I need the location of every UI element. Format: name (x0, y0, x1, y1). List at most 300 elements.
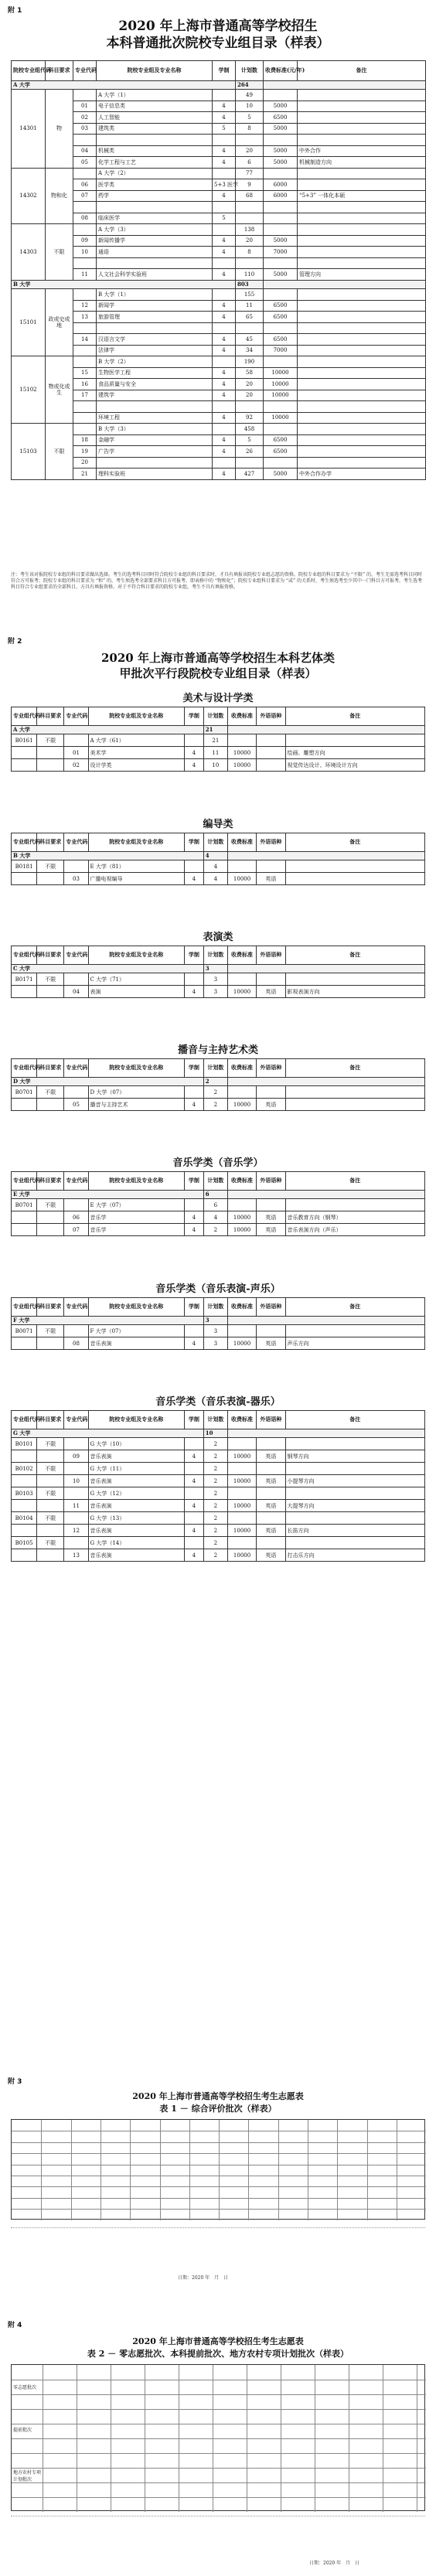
cell: 10000 (227, 1549, 256, 1562)
remark (298, 224, 426, 236)
table-row (12, 469, 426, 480)
appendix-2 (0, 634, 436, 1948)
cell: 不限 (37, 973, 64, 986)
table-row (12, 101, 426, 112)
table-row (12, 457, 426, 469)
plan-count (236, 135, 264, 146)
cell: 视觉传达设计、环境设计方向 (285, 759, 424, 772)
duration: 5+3 医学 (213, 179, 236, 191)
cell: F 大学（07） (88, 1325, 184, 1337)
form-title: 2020 年上海市普通高等学校招生考生志愿表 (132, 2091, 304, 2101)
cell (227, 1487, 256, 1500)
header-row (12, 1059, 425, 1078)
cell (257, 1463, 285, 1475)
duration: 4 (213, 269, 236, 281)
fee (264, 202, 298, 213)
table-row (12, 90, 426, 101)
form-title: 2020 年上海市普通高等学校招生考生志愿表 (132, 2336, 304, 2346)
cell: 英语 (257, 986, 285, 998)
table-row (12, 1337, 425, 1350)
cell (64, 1487, 88, 1500)
major-name: 人文社会科学实验班 (97, 269, 213, 281)
column-header: 计划数 (203, 1059, 227, 1078)
remark (298, 356, 426, 368)
cell (227, 965, 424, 973)
cell: 10000 (227, 1337, 256, 1350)
cell: 4 (203, 873, 227, 885)
major-name: 汉语言文学 (97, 334, 213, 346)
major-name (97, 322, 213, 334)
cell (257, 860, 285, 873)
remark (298, 424, 426, 435)
major-name: A 大学（3） (97, 224, 213, 236)
subject-requirement: 不限 (46, 224, 73, 281)
major-name: 通语 (97, 247, 213, 258)
column-header: 院校专业组及专业名称 (97, 61, 213, 81)
fee (264, 356, 298, 368)
appendix-4 (0, 2319, 436, 2576)
cell (184, 734, 203, 747)
column-header: 外语语种 (257, 1298, 285, 1317)
plan-count: 20 (236, 235, 264, 247)
cell: 英语 (257, 1475, 285, 1487)
group-code: 14302 (12, 168, 46, 224)
remark (298, 112, 426, 124)
column-header: 科目要求 (37, 1172, 64, 1191)
major-name: B 大学（3） (97, 424, 213, 435)
cell: 3 (203, 1337, 227, 1350)
school-row (12, 726, 425, 734)
cell (285, 860, 424, 873)
cell: 英语 (257, 1525, 285, 1537)
table-row (12, 424, 426, 435)
column-header: 计划数 (203, 1411, 227, 1429)
cell: 不限 (37, 1487, 64, 1500)
plan-count: 20 (236, 390, 264, 401)
major-name: 旅游管理 (97, 312, 213, 323)
cell: 英语 (257, 1549, 285, 1562)
column-header: 专业组代码 (12, 1172, 37, 1191)
table-row (12, 379, 426, 390)
plan-count: 10 (236, 101, 264, 112)
cell (257, 1199, 285, 1211)
cell (227, 1438, 256, 1450)
cell: B0161 (12, 734, 37, 747)
duration: 4 (213, 390, 236, 401)
cell (37, 759, 64, 772)
major-code: 10 (73, 247, 97, 258)
cell: 10000 (227, 873, 256, 885)
plan-count: 92 (236, 412, 264, 424)
plan-count (236, 322, 264, 334)
cell: 英语 (257, 1450, 285, 1463)
duration: 4 (213, 145, 236, 157)
cell (184, 860, 203, 873)
major-code (73, 224, 97, 236)
cell (264, 280, 426, 288)
fee: 5000 (264, 145, 298, 157)
duration: 4 (213, 367, 236, 379)
remark (298, 434, 426, 446)
grid-line (41, 2120, 42, 2220)
cell (12, 1337, 37, 1350)
cell: 小提琴方向 (285, 1475, 424, 1487)
school-row (12, 1191, 425, 1199)
major-code (73, 356, 97, 368)
section-table (11, 833, 425, 885)
table-row (12, 269, 426, 281)
remark (298, 90, 426, 101)
form-notes (11, 2227, 425, 2269)
cell: 10000 (227, 1475, 256, 1487)
section-title: 编导类 (203, 819, 233, 830)
major-code (73, 345, 97, 356)
grid-line (12, 2468, 426, 2469)
duration: 5 (213, 213, 236, 224)
cell (37, 1450, 64, 1463)
cell (257, 973, 285, 986)
cell (64, 1086, 88, 1099)
header-row (12, 833, 425, 852)
duration (213, 90, 236, 101)
table-row (12, 224, 426, 236)
group-code: 15101 (12, 289, 46, 356)
duration: 5 (213, 123, 236, 135)
cell: 广播电视编导 (88, 873, 184, 885)
cell: A 大学（61） (88, 734, 184, 747)
table-row (12, 973, 425, 986)
column-header: 专业组代码 (12, 707, 37, 726)
grid-line (189, 2120, 190, 2220)
form-notes (11, 2516, 425, 2554)
column-header: 外语语种 (257, 1059, 285, 1078)
cell (37, 1525, 64, 1537)
cell: 12 (64, 1525, 88, 1537)
duration: 4 (213, 247, 236, 258)
cell: B0105 (12, 1537, 37, 1549)
column-header: 专业代码 (64, 1172, 88, 1191)
major-name: B 大学（2） (97, 356, 213, 368)
table-row (12, 412, 426, 424)
cell: 4 (184, 1450, 203, 1463)
cell: 英语 (257, 1211, 285, 1224)
cell (227, 1199, 256, 1211)
cell: B0101 (12, 1438, 37, 1450)
cell (37, 1211, 64, 1224)
cell: 02 (64, 759, 88, 772)
duration (213, 424, 236, 435)
table-row (12, 1325, 425, 1337)
plan-count: 68 (236, 190, 264, 202)
cell: 2 (203, 1099, 227, 1111)
cell: 11 (203, 747, 227, 759)
school-name: B 大学 (12, 280, 236, 288)
cell (64, 1438, 88, 1450)
cell (285, 1438, 424, 1450)
fee: 5000 (264, 123, 298, 135)
cell: 4 (184, 759, 203, 772)
section-title: 播音与主持艺术类 (177, 1044, 258, 1056)
cell: 10 (64, 1475, 88, 1487)
major-code: 21 (73, 469, 97, 480)
school-plan: 10 (203, 1429, 227, 1438)
cell (12, 1475, 37, 1487)
cell: 不限 (37, 1199, 64, 1211)
cell: B0103 (12, 1487, 37, 1500)
table-row (12, 334, 426, 346)
column-header: 专业组代码 (12, 1298, 37, 1317)
cell (285, 1325, 424, 1337)
column-header: 收费标准 (227, 707, 256, 726)
cell: 10000 (227, 1450, 256, 1463)
cell (257, 1487, 285, 1500)
column-header: 专业组代码 (12, 1411, 37, 1429)
column-header: 院校专业组及专业名称 (88, 1172, 184, 1191)
cell: 4 (184, 1337, 203, 1350)
major-code: 13 (73, 312, 97, 323)
duration (213, 289, 236, 301)
cell: 11 (64, 1500, 88, 1512)
cell: 03 (64, 873, 88, 885)
column-header: 院校专业组及专业名称 (88, 1411, 184, 1429)
cell (184, 1325, 203, 1337)
cell (37, 1475, 64, 1487)
cell (227, 1317, 424, 1325)
cell: 4 (184, 1549, 203, 1562)
cell: 不限 (37, 734, 64, 747)
cell: B0071 (12, 1325, 37, 1337)
column-header: 科目要求 (37, 1059, 64, 1078)
plan-count (236, 213, 264, 224)
column-header: 收费标准 (227, 1172, 256, 1191)
grid-line (367, 2120, 368, 2220)
major-name: 电子信息类 (97, 101, 213, 112)
appendix-1 (0, 0, 436, 618)
table-row (12, 860, 425, 873)
duration (213, 322, 236, 334)
column-header: 院校专业组及专业名称 (88, 946, 184, 965)
column-header: 计划数 (203, 1172, 227, 1191)
cell: 3 (203, 1325, 227, 1337)
major-code: 17 (73, 390, 97, 401)
cell (12, 759, 37, 772)
cell: 美术学 (88, 747, 184, 759)
major-name (97, 401, 213, 413)
appendix-3 (0, 2076, 436, 2308)
cell (285, 1086, 424, 1099)
cell: 2 (203, 1500, 227, 1512)
major-name: B 大学（1） (97, 289, 213, 301)
cell: 10000 (227, 759, 256, 772)
grid-line (248, 2120, 249, 2220)
remark (298, 334, 426, 346)
section-table (11, 1410, 425, 1562)
cell: 2 (203, 1224, 227, 1236)
major-name (97, 257, 213, 269)
cell (285, 1199, 424, 1211)
cell (64, 1512, 88, 1525)
form-subtitle: 表 2 － 零志愿批次、本科提前批次、地方农村专项计划批次（样表） (87, 2349, 349, 2359)
duration: 4 (213, 469, 236, 480)
table-row (12, 747, 425, 759)
column-header: 专业组代码 (12, 1059, 37, 1078)
table-row (12, 390, 426, 401)
cell (12, 873, 37, 885)
duration: 4 (213, 190, 236, 202)
cell: 4 (184, 1525, 203, 1537)
table-row (12, 1512, 425, 1525)
duration: 4 (213, 157, 236, 169)
duration: 4 (213, 101, 236, 112)
duration (213, 257, 236, 269)
section-title: 音乐学类（音乐表演-声乐） (155, 1283, 281, 1295)
major-code (73, 424, 97, 435)
school-plan: 4 (203, 852, 227, 860)
school-row (12, 1317, 425, 1325)
fee: 6000 (264, 179, 298, 191)
cell (285, 873, 424, 885)
cell: B0701 (12, 1199, 37, 1211)
cell: 英语 (257, 1337, 285, 1350)
grid-line (12, 2497, 426, 2498)
cell: 2 (203, 1086, 227, 1099)
cell: 音乐表演 (88, 1450, 184, 1463)
fee: 5000 (264, 157, 298, 169)
table-row (12, 356, 426, 368)
appendix-label: 附 4 (8, 2322, 22, 2329)
grid-line (278, 2120, 279, 2220)
school-row (12, 965, 425, 973)
major-name: 广告学 (97, 446, 213, 458)
cell: B0104 (12, 1512, 37, 1525)
cell: C 大学（71） (88, 973, 184, 986)
cell (184, 1537, 203, 1549)
duration: 4 (213, 312, 236, 323)
major-code (73, 412, 97, 424)
subject-requirement: 不限 (46, 424, 73, 480)
column-header: 收费标准 (227, 946, 256, 965)
major-code: 08 (73, 213, 97, 224)
appendix-label: 附 3 (8, 2078, 22, 2086)
cell: 3 (203, 973, 227, 986)
major-code: 07 (73, 190, 97, 202)
fee: 5000 (264, 101, 298, 112)
cell: B0701 (12, 1086, 37, 1099)
cell: 4 (184, 1224, 203, 1236)
cell: 2 (203, 1549, 227, 1562)
fee: 6500 (264, 434, 298, 446)
cell: 音乐教育方向（钢琴） (285, 1211, 424, 1224)
cell: 10000 (227, 1099, 256, 1111)
table-row (12, 873, 425, 885)
remark (298, 135, 426, 146)
cell (257, 1325, 285, 1337)
table-row (12, 759, 425, 772)
cell (37, 986, 64, 998)
cell: 音乐表演 (88, 1500, 184, 1512)
school-row (12, 852, 425, 860)
column-header: 计划数 (203, 833, 227, 852)
column-header: 科目要求 (37, 946, 64, 965)
grid-line (12, 2482, 426, 2483)
major-name (97, 135, 213, 146)
column-header: 收费标准 (227, 1298, 256, 1317)
cell: G 大学（14） (88, 1537, 184, 1549)
cell: 音乐表演 (88, 1337, 184, 1350)
cell (227, 973, 256, 986)
cell: 4 (184, 1211, 203, 1224)
major-name: 金融学 (97, 434, 213, 446)
column-header: 外语语种 (257, 1172, 285, 1191)
table-row (12, 1438, 425, 1450)
school-name: G 大学 (12, 1429, 204, 1438)
plan-count: 138 (236, 224, 264, 236)
plan-count: 58 (236, 367, 264, 379)
plan-count: 110 (236, 269, 264, 281)
plan-count: 26 (236, 446, 264, 458)
cell (12, 1549, 37, 1562)
cell (64, 1537, 88, 1549)
column-header: 备注 (298, 61, 426, 81)
cell: 4 (203, 1211, 227, 1224)
column-header: 学制 (184, 1298, 203, 1317)
cell (37, 747, 64, 759)
duration (213, 135, 236, 146)
fee (264, 135, 298, 146)
cell: 英语 (257, 1099, 285, 1111)
cell (184, 1199, 203, 1211)
column-header: 学制 (184, 946, 203, 965)
cell (64, 973, 88, 986)
plan-count: 45 (236, 334, 264, 346)
fee: 5000 (264, 235, 298, 247)
form-grid (11, 2364, 425, 2511)
column-header: 学制 (184, 1059, 203, 1078)
major-name: 药学 (97, 190, 213, 202)
cell (184, 1487, 203, 1500)
column-header: 专业代码 (73, 61, 97, 81)
table-row (12, 1549, 425, 1562)
cell (227, 1325, 256, 1337)
major-code: 04 (73, 145, 97, 157)
table-row (12, 1537, 425, 1549)
table-row (12, 157, 426, 169)
fee (264, 168, 298, 179)
row-label: 提前批次 (13, 2428, 32, 2433)
column-header: 收费标准(元/年) (264, 61, 298, 81)
page-subtitle: 甲批次平行段院校专业组目录（样表） (119, 666, 317, 680)
column-header: 专业代码 (64, 946, 88, 965)
plan-count: 11 (236, 300, 264, 312)
column-header: 备注 (285, 946, 424, 965)
fee: 7000 (264, 345, 298, 356)
fee (264, 224, 298, 236)
cell: 2 (203, 1525, 227, 1537)
school-plan: 803 (236, 280, 264, 288)
column-header: 外语语种 (257, 946, 285, 965)
major-name: 建筑学 (97, 390, 213, 401)
cell: 13 (64, 1549, 88, 1562)
form-grid (11, 2119, 425, 2220)
cell (285, 1512, 424, 1525)
cell: G 大学（12） (88, 1487, 184, 1500)
cell (227, 1078, 424, 1086)
cell: 音乐表演 (88, 1475, 184, 1487)
plan-count: 34 (236, 345, 264, 356)
cell (257, 734, 285, 747)
duration (213, 356, 236, 368)
subject-requirement: 政或史或地 (46, 289, 73, 356)
